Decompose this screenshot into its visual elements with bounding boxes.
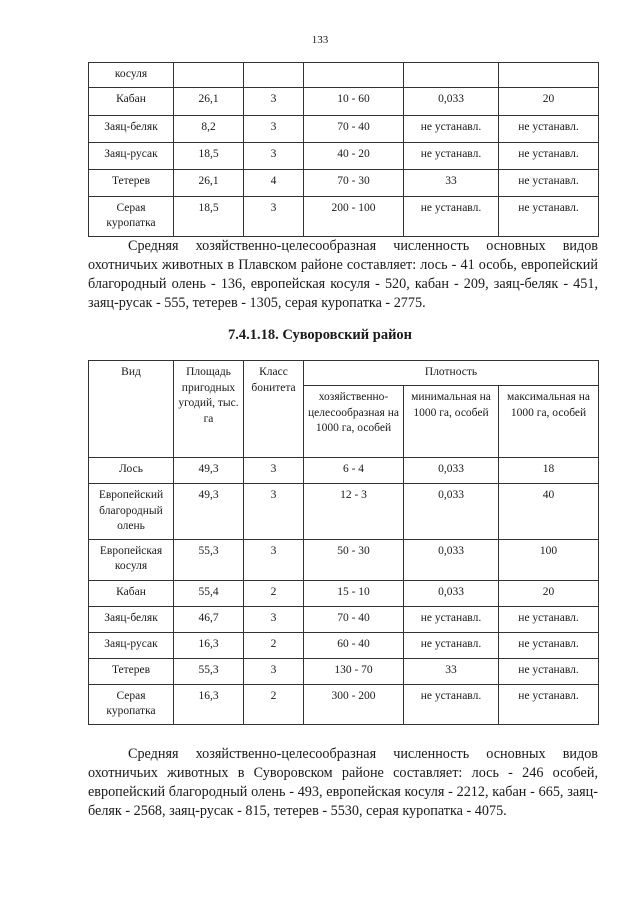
- column-header-class: Класс бонитета: [244, 361, 304, 458]
- table-cell: 18,5: [174, 142, 244, 169]
- table-cell: Серая куропатка: [89, 684, 174, 724]
- table-cell: Европейская косуля: [89, 539, 174, 580]
- table-cell: 16,3: [174, 684, 244, 724]
- table-cell: 130 - 70: [304, 658, 404, 684]
- table-row: [89, 580, 599, 606]
- table-cell: 3: [244, 142, 304, 169]
- table-cell: 3: [244, 484, 304, 540]
- table-cell: 3: [244, 87, 304, 115]
- table-cell: не устанавл.: [404, 684, 499, 724]
- table-cell: 70 - 30: [304, 169, 404, 196]
- table-cell: 3: [244, 658, 304, 684]
- table-cell: Тетерев: [89, 658, 174, 684]
- table-cell: Кабан: [89, 580, 174, 606]
- table-row: [89, 484, 599, 540]
- table-cell: 0,033: [404, 458, 499, 484]
- column-header-density-min: минимальная на 1000 га, особей: [404, 386, 499, 458]
- table-cell: Заяц-русак: [89, 142, 174, 169]
- table-cell: 70 - 40: [304, 115, 404, 142]
- table-cell: [404, 63, 499, 88]
- section-heading: 7.4.1.18. Суворовский район: [227, 327, 413, 343]
- table-cell: 0,033: [404, 484, 499, 540]
- table-cell: 15 - 10: [304, 580, 404, 606]
- table-cell: 55,3: [174, 539, 244, 580]
- table-cell: Заяц-русак: [89, 632, 174, 658]
- table-cell: не устанавл.: [404, 142, 499, 169]
- table-row: [89, 658, 599, 684]
- suvorov-summary-paragraph: Средняя хозяйственно-целесообразная численность основных видов охотничьих животных в Суворовском районе составляет: лось - 246 особей, европейский благородный олень - 493, европейская косуля - 2212, кабан - 665, заяц-беляк - 2568, заяц-русак - 815, тетерев - 5530, серая куропатка - 4075.: [88, 746, 598, 819]
- table-cell: 49,3: [174, 484, 244, 540]
- table-row: [89, 539, 599, 580]
- table-cell: Заяц-беляк: [89, 115, 174, 142]
- table-cell: 50 - 30: [304, 539, 404, 580]
- table-cell: Европейский благородный олень: [89, 484, 174, 540]
- table-cell: 2: [244, 580, 304, 606]
- table-cell: [304, 63, 404, 88]
- table-row: [89, 87, 599, 115]
- table-row: [89, 169, 599, 196]
- suvorov-density-table: [88, 360, 599, 725]
- table-cell: Серая куропатка: [89, 196, 174, 236]
- table-cell: 40: [499, 484, 599, 540]
- table-row: [89, 142, 599, 169]
- column-header-density: Плотность: [304, 361, 599, 386]
- table-cell: 4: [244, 169, 304, 196]
- table-cell: Тетерев: [89, 169, 174, 196]
- table-cell: не устанавл.: [499, 169, 599, 196]
- table-cell: не устанавл.: [499, 658, 599, 684]
- table-cell: 26,1: [174, 169, 244, 196]
- table-cell: Кабан: [89, 87, 174, 115]
- table-cell: 10 - 60: [304, 87, 404, 115]
- column-header-species: Вид: [89, 361, 174, 458]
- table-cell: 8,2: [174, 115, 244, 142]
- table-cell: [174, 63, 244, 88]
- table-cell: 200 - 100: [304, 196, 404, 236]
- table-header-row: [89, 361, 599, 386]
- table-cell: 55,4: [174, 580, 244, 606]
- table-cell: 26,1: [174, 87, 244, 115]
- table-cell: 6 - 4: [304, 458, 404, 484]
- table-cell: не устанавл.: [499, 684, 599, 724]
- table-cell: [499, 63, 599, 88]
- table-cell: 18,5: [174, 196, 244, 236]
- table-cell: 2: [244, 684, 304, 724]
- table-cell: 3: [244, 539, 304, 580]
- table-row: [89, 196, 599, 236]
- table-cell: 3: [244, 606, 304, 632]
- table-cell: не устанавл.: [499, 115, 599, 142]
- table-cell: 0,033: [404, 87, 499, 115]
- table-cell: 33: [404, 169, 499, 196]
- table-cell: не устанавл.: [499, 606, 599, 632]
- plavsk-summary-paragraph: Средняя хозяйственно-целесообразная численность основных видов охотничьих животных в Плавском районе составляет: лось - 41 особь, европейский благородный олень - 136, европейская косуля - 520, кабан - 209, заяц-беляк - 451, заяц-русак - 555, тетерев - 1305, серая куропатка - 2775.: [88, 238, 598, 311]
- table-cell: 100: [499, 539, 599, 580]
- table-row: [89, 63, 599, 88]
- table-cell: 46,7: [174, 606, 244, 632]
- table-cell: не устанавл.: [404, 632, 499, 658]
- table-cell: 40 - 20: [304, 142, 404, 169]
- table-cell: 33: [404, 658, 499, 684]
- column-header-area: Площадь пригодных угодий, тыс. га: [174, 361, 244, 458]
- table-cell: 18: [499, 458, 599, 484]
- table-cell: 3: [244, 458, 304, 484]
- table-cell: не устанавл.: [404, 606, 499, 632]
- table-cell: 60 - 40: [304, 632, 404, 658]
- table-cell: 0,033: [404, 539, 499, 580]
- table-row: [89, 632, 599, 658]
- table-cell: Заяц-беляк: [89, 606, 174, 632]
- page-number: 133: [311, 34, 329, 46]
- table-cell: 0,033: [404, 580, 499, 606]
- table-cell: 3: [244, 115, 304, 142]
- table-row: [89, 458, 599, 484]
- table-cell: 55,3: [174, 658, 244, 684]
- table-cell: 20: [499, 580, 599, 606]
- table-cell: 16,3: [174, 632, 244, 658]
- table-cell: не устанавл.: [499, 632, 599, 658]
- table-cell: 49,3: [174, 458, 244, 484]
- table-cell: не устанавл.: [499, 196, 599, 236]
- table-cell: [244, 63, 304, 88]
- table-row: [89, 606, 599, 632]
- table-row: [89, 115, 599, 142]
- table-cell: не устанавл.: [404, 115, 499, 142]
- table-cell: 12 - 3: [304, 484, 404, 540]
- table-cell: косуля: [89, 63, 174, 88]
- table-cell: 20: [499, 87, 599, 115]
- table-cell: Лось: [89, 458, 174, 484]
- table-cell: не устанавл.: [404, 196, 499, 236]
- table-cell: 3: [244, 196, 304, 236]
- table-cell: 70 - 40: [304, 606, 404, 632]
- plavsk-density-table-continued: [88, 62, 599, 237]
- table-cell: 2: [244, 632, 304, 658]
- column-header-density-economic: хозяйственно-целесообразная на 1000 га, особей: [304, 386, 404, 458]
- table-row: [89, 684, 599, 724]
- column-header-density-max: максимальная на 1000 га, особей: [499, 386, 599, 458]
- table-cell: не устанавл.: [499, 142, 599, 169]
- table-cell: 300 - 200: [304, 684, 404, 724]
